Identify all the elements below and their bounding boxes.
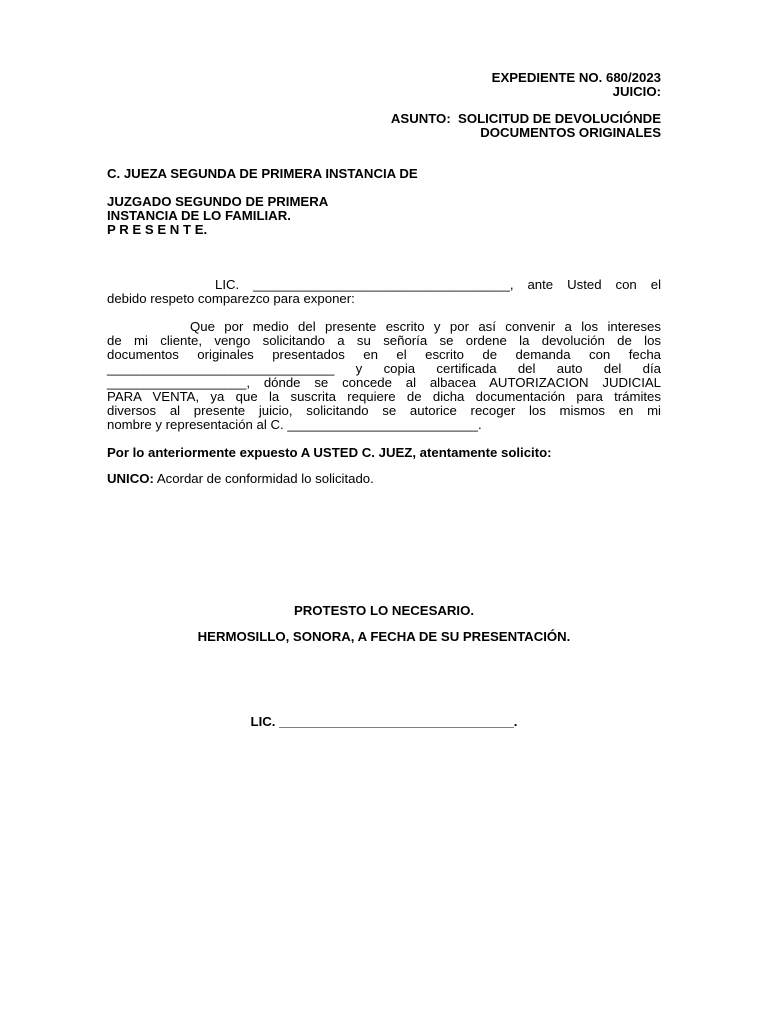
intro-paragraph [107,278,661,306]
expediente-number: EXPEDIENTE NO. 680/2023 [491,70,661,85]
protesto-text: PROTESTO LO NECESARIO. [293,603,474,618]
addressee-line-1: C. JUEZA SEGUNDA DE PRIMERA INSTANCIA DE [107,166,418,181]
unico-line [107,472,661,486]
place-date-text: HERMOSILLO, SONORA, A FECHA DE SU PRESENTACIÓN. [197,629,571,644]
request-text: Por lo anteriormente expuesto A USTED C. JUEZ, atentamente solicito: [107,445,552,460]
case-header [107,71,661,99]
subject-block [107,112,661,140]
presente-line: P R E S E N T E. [107,222,208,237]
body-line: PARA VENTA, ya que la suscrita requiere de dicha documentación para trámites [107,389,661,404]
unico-text: Acordar de conformidad lo solicitado. [153,471,374,486]
subject-line-1: ASUNTO: SOLICITUD DE DEVOLUCIÓNDE [390,111,661,126]
request-line [107,446,661,460]
body-paragraph [107,320,661,432]
body-line: diversos al presente juicio, solicitando se autorice recoger los mismos en mi [107,403,661,418]
protesto-line [107,604,661,618]
body-line: de mi cliente, vengo solicitando a su señoría se ordene la devolución de los [107,333,661,348]
intro-line-2: debido respeto comparezco para exponer: [107,291,355,306]
body-line: ___________________, dónde se concede al albacea AUTORIZACION JUDICIAL [107,375,661,390]
juicio-label: JUICIO: [612,84,661,99]
body-line: nombre y representación al C. __________________________. [107,417,482,432]
body-line: Que por medio del presente escrito y por así convenir a los intereses [190,319,661,334]
addressee-line-2: JUZGADO SEGUNDO DE PRIMERA [107,194,329,209]
addressee-line-3: INSTANCIA DE LO FAMILIAR. [107,208,291,223]
addressee-judge [107,167,661,181]
signature-line [107,715,661,729]
addressee-court [107,195,661,237]
body-line: _______________________________ y copia certificada del auto del día [107,361,661,376]
intro-line-1: LIC. ___________________________________, ante Usted con el [215,277,661,292]
subject-line-2: DOCUMENTOS ORIGINALES [480,125,661,140]
body-line: documentos originales presentados en el escrito de demanda con fecha [107,347,661,362]
unico-label: UNICO: [107,471,154,486]
signature-text: LIC. ________________________________. [250,714,518,729]
place-date-line [107,630,661,644]
